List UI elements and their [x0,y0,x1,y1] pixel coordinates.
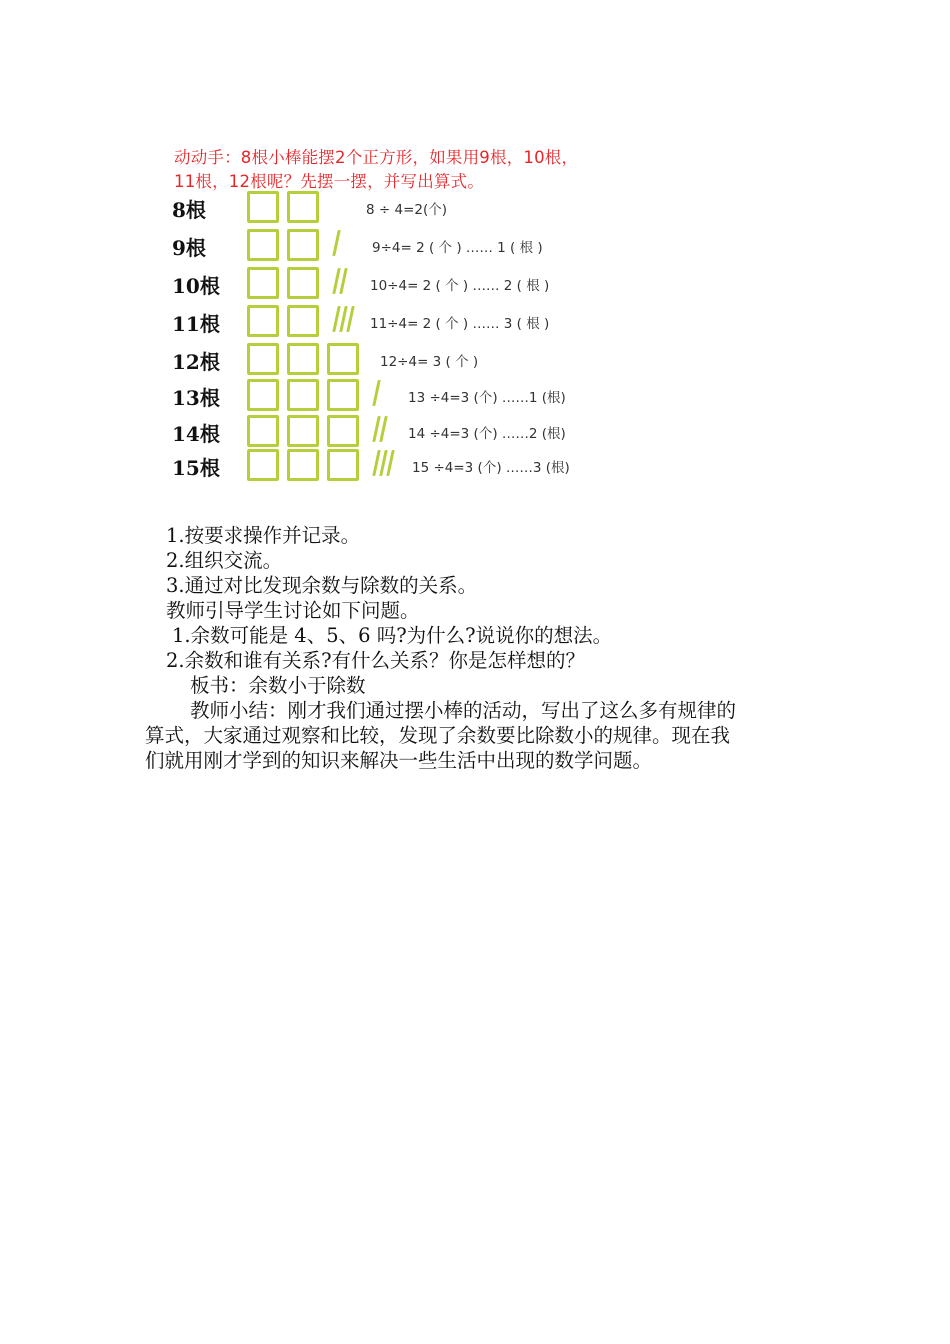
stick-square [287,449,319,481]
summary-line-2: 算式，大家通过观察和比较，发现了余数要比除数小的规律。现在我 [145,724,731,747]
step-2: 2.组织交流。 [166,549,283,572]
matchstick-figure [160,138,640,488]
summary-line-3: 们就用刚才学到的知识来解决一些生活中出现的数学问题。 [145,749,653,772]
figure-intro-line-1: 动动手：8根小棒能摆2个正方形，如果用9根，10根， [174,148,579,167]
loose-stick [379,416,388,442]
figure-row [160,448,640,482]
stick-square [327,343,359,375]
row-label: 11根 [172,312,220,336]
row-label: 8根 [172,198,206,222]
stick-square [327,379,359,411]
stick-square [327,449,359,481]
question-1: 1.余数可能是 4、5、6 吗?为什么?说说你的想法。 [172,624,613,647]
figure-row [160,304,640,338]
figure-row [160,228,640,262]
division-formula: 12÷4= 3 ( 个 ) [380,354,479,370]
stick-square [287,379,319,411]
stick-square [287,305,319,337]
step-3: 3.通过对比发现余数与除数的关系。 [166,574,478,597]
stick-square [247,379,279,411]
division-formula: 10÷4= 2 ( 个 ) …… 2 ( 根 ) [370,278,550,294]
loose-stick [332,230,341,256]
row-label: 9根 [172,236,206,260]
stick-square [247,343,279,375]
division-formula: 13 ÷4=3 (个) ……1 (根) [408,390,566,406]
figure-row [160,342,640,376]
loose-stick [386,450,395,476]
division-formula: 14 ÷4=3 (个) ……2 (根) [408,426,566,442]
row-label: 15根 [172,456,220,480]
stick-square [287,267,319,299]
loose-stick [339,268,348,294]
division-formula: 11÷4= 2 ( 个 ) …… 3 ( 根 ) [370,316,550,332]
row-label: 14根 [172,422,220,446]
stick-square [287,229,319,261]
stick-square [247,449,279,481]
figure-intro-line-2: 11根，12根呢？先摆一摆，并写出算式。 [174,172,484,191]
stick-square [247,191,279,223]
summary-line-1: 教师小结：刚才我们通过摆小棒的活动，写出了这么多有规律的 [190,699,737,722]
question-2: 2.余数和谁有关系?有什么关系？你是怎样想的？ [166,649,586,672]
row-label: 13根 [172,386,220,410]
figure-row [160,266,640,300]
board-note: 板书：余数小于除数 [190,674,366,697]
guide-text: 教师引导学生讨论如下问题。 [166,599,420,622]
loose-stick [346,306,355,332]
stick-square [287,415,319,447]
division-formula: 9÷4= 2 ( 个 ) …… 1 ( 根 ) [372,240,543,256]
figure-row [160,190,640,224]
stick-square [287,343,319,375]
stick-square [287,191,319,223]
row-label: 10根 [172,274,220,298]
stick-square [247,267,279,299]
step-1: 1.按要求操作并记录。 [166,524,361,547]
stick-square [327,415,359,447]
row-label: 12根 [172,350,220,374]
stick-square [247,229,279,261]
division-formula: 15 ÷4=3 (个) ……3 (根) [412,460,570,476]
figure-row [160,414,640,448]
loose-stick [372,380,381,406]
division-formula: 8 ÷ 4=2(个) [366,202,448,218]
figure-row [160,378,640,412]
stick-square [247,415,279,447]
stick-square [247,305,279,337]
